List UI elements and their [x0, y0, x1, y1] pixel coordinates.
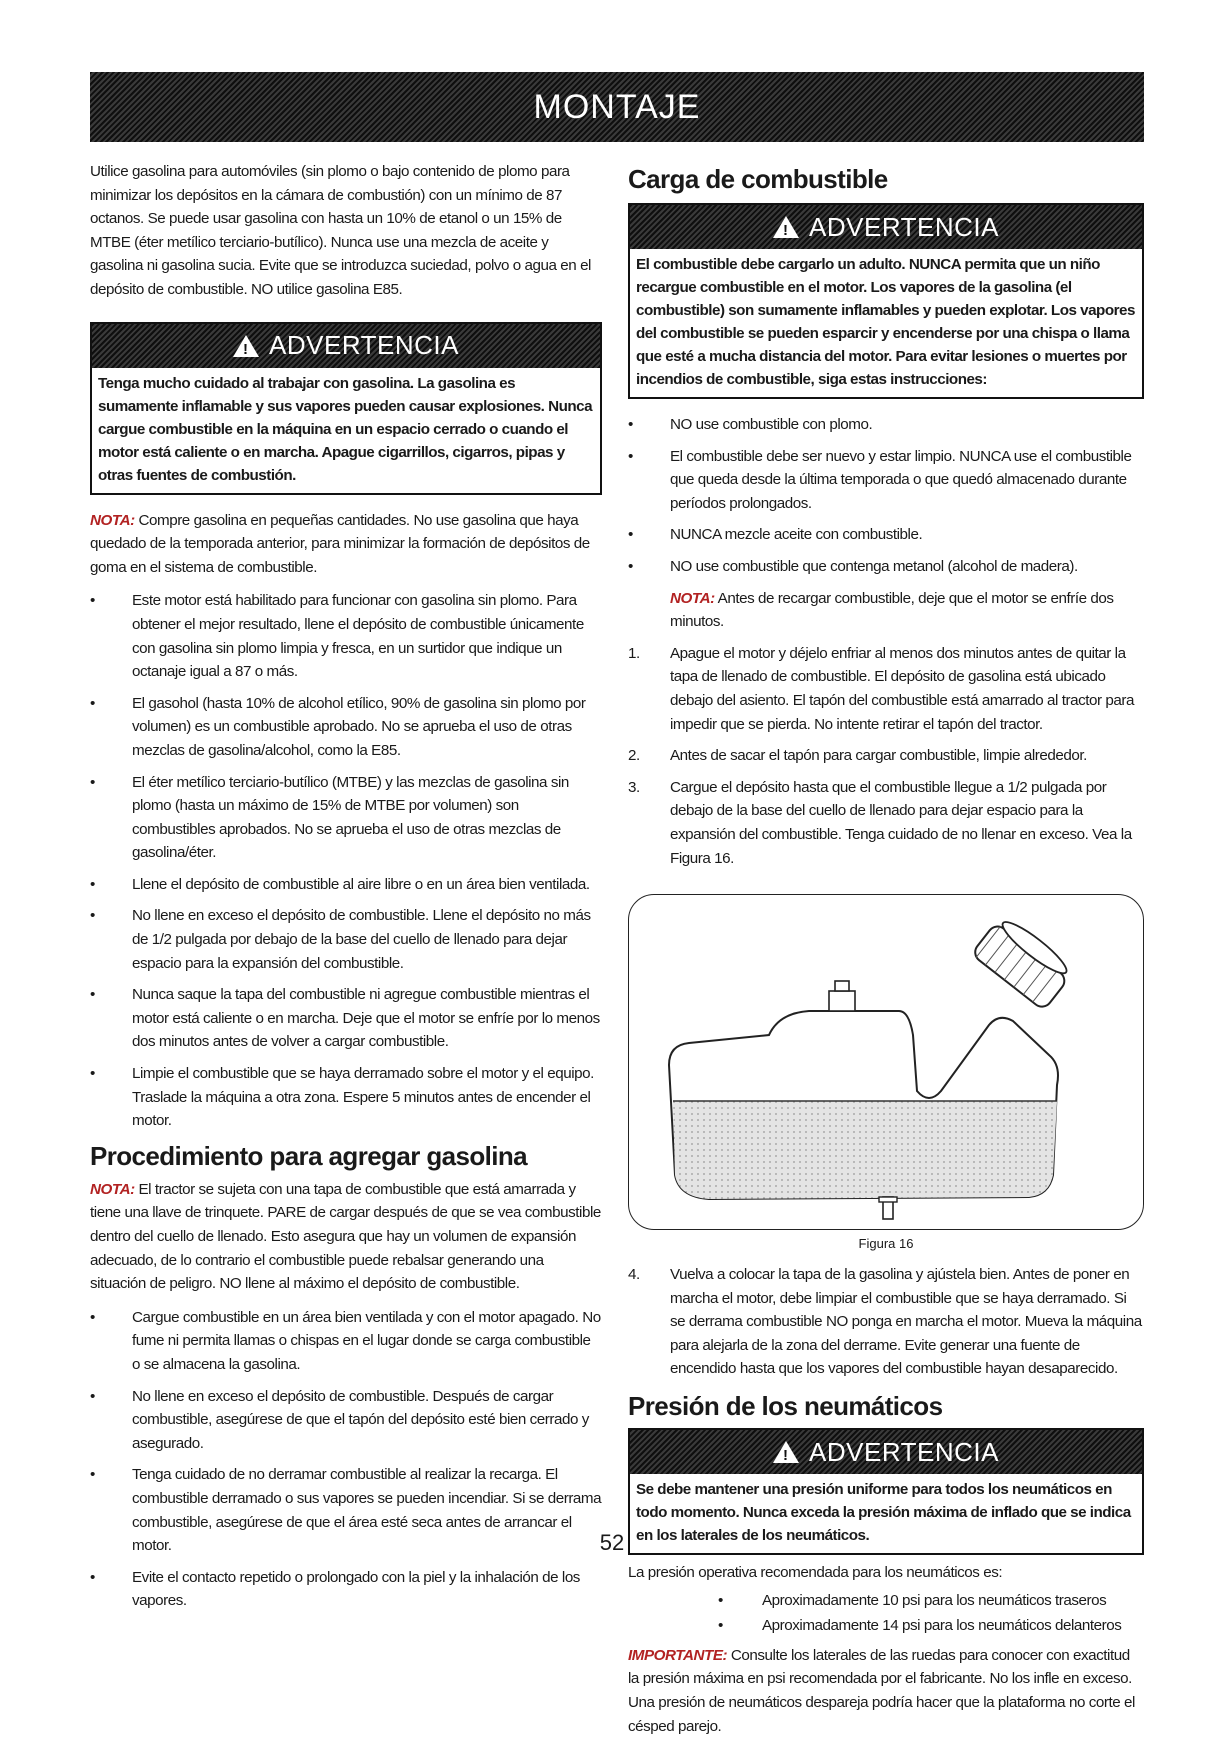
list-item: • Llene el depósito de combustible al aire libre o en un área bien ventilada.: [90, 873, 602, 897]
nota-text: Compre gasolina en pequeñas cantidades. No use gasolina que haya quedado de la temporada anterior, para minimizar la formación de depósitos de goma en el sistema de combustible.: [90, 511, 590, 576]
warning-header: [630, 1430, 1142, 1474]
list-item: • NO use combustible con plomo.: [628, 413, 1144, 437]
section-heading-procedure: Procedimiento para agregar gasolina: [90, 1140, 528, 1171]
warning-title: ADVERTENCIA: [809, 211, 999, 242]
list-item: 3. Cargue el depósito hasta que el combustible llegue a 1/2 pulgada por debajo de la base del cuello de llenado para dejar espacio para la expansión del combustible. Tenga cuidado de no llenar en exceso. Vea la Figura 16.: [628, 776, 1144, 870]
list-item: • El éter metílico terciario-butílico (MTBE) y las mezclas de gasolina sin plomo (hasta un máximo de 15% de MTBE por volumen) son combustibles aprobados. No se aprueba el uso de otras mezclas de gasolina/éter.: [90, 771, 602, 865]
warning-text: El combustible debe cargarlo un adulto. NUNCA permita que un niño recargue combustible en el motor. Los vapores de la gasolina (el combustible) son sumamente inflamables y pueden explotar. Los vapores del combustible se pueden esparcir y encenderse por una chispa o llama que esté a mucha distancia del motor. Para evitar lesiones o muertes por incendios de combustible, siga estas instrucciones:: [636, 256, 1135, 388]
banner-title: MONTAJE: [533, 87, 701, 126]
section-heading-fuel-loading: Carga de combustible: [628, 164, 888, 194]
list-item: • Nunca saque la tapa del combustible ni agregue combustible mientras el motor está caliente o en marcha. Deje que el motor se enfríe por lo menos dos minutos antes de volver a cargar combustible.: [90, 983, 602, 1054]
warning-triangle-icon: !: [773, 1441, 799, 1463]
nota-text: Antes de recargar combustible, deje que el motor se enfríe dos minutos.: [670, 589, 1114, 631]
warning-title: ADVERTENCIA: [269, 330, 459, 361]
list-item: • Cargue combustible en un área bien ventilada y con el motor apagado. No fume ni permita llamas o chispas en el lugar donde se carga combustible o se almacena la gasolina.: [90, 1306, 602, 1377]
fuel-rules-list: [628, 413, 1144, 579]
right-column: [628, 160, 1144, 1738]
warning-header: [630, 205, 1142, 249]
bullet-icon: •: [90, 907, 95, 925]
bullet-icon: •: [628, 447, 633, 465]
nota2-paragraph: [90, 1178, 602, 1296]
bullet-icon: •: [90, 1308, 95, 1326]
section-heading-tire-pressure: Presión de los neumáticos: [628, 1391, 943, 1422]
bullet-icon: •: [90, 773, 95, 791]
step-number: 2.: [628, 747, 640, 765]
steps-list: [628, 642, 1144, 870]
list-item: • Tenga cuidado de no derramar combustible al realizar la recarga. El combustible derramado o sus vapores se pueden incendiar. Si se derrama combustible, asegúrese de que el área esté seca antes de arrancar el motor.: [90, 1463, 602, 1557]
intro-paragraph: Utilice gasolina para automóviles (sin plomo o bajo contenido de plomo para minimizar los depósitos en la cámara de combustión) con un mínimo de 87 octanos. Se puede usar gasolina con hasta un 10% de etanol o un 15% de MTBE (éter metílico terciario-butílico). Nunca use una mezcla de aceite y gasolina ni gasolina sucia. Evite que se introduzca suciedad, polvo o agua en el depósito de combustible. NO utilice gasolina E85.: [90, 163, 591, 298]
steps-list-continued: [628, 1263, 1144, 1381]
warning-triangle-icon: !: [773, 216, 799, 238]
bullet-icon: •: [628, 557, 633, 575]
bullet-icon: •: [90, 592, 95, 610]
figure-16-fuel-tank: [628, 894, 1144, 1230]
figure-caption: Figura 16: [858, 1236, 914, 1252]
page-number: 52: [599, 1530, 625, 1555]
list-item: • No llene en exceso el depósito de combustible. Llene el depósito no más de 1/2 pulgada por debajo de la base del cuello de llenado para dejar espacio para la expansión del combustible.: [90, 904, 602, 975]
bullet-icon: •: [90, 1387, 95, 1405]
list-item: • Evite el contacto repetido o prolongado con la piel y la inhalación de los vapores.: [90, 1566, 602, 1613]
bullet-icon: •: [90, 1466, 95, 1484]
list-item: • El gasohol (hasta 10% de alcohol etílico, 90% de gasolina sin plomo por volumen) es un combustible aprobado. No se aprueba el uso de otras mezclas de gasolina/alcohol, como la E85.: [90, 692, 602, 763]
left-column: [90, 160, 602, 1621]
pressure-intro: La presión operativa recomendada para los neumáticos es:: [628, 1564, 1003, 1582]
fuel-tank-illustration: [629, 895, 1143, 1229]
list-item: • Limpie el combustible que se haya derramado sobre el motor y el equipo. Traslade la máquina a otra zona. Espere 5 minutos antes de encender el motor.: [90, 1062, 602, 1133]
warning-header: [92, 324, 600, 368]
pressure-list: [628, 1589, 1144, 1638]
important-text: Consulte los laterales de las ruedas para conocer con exactitud la presión máxima en psi recomendada por el fabricante. No los infle en exceso. Una presión de neumáticos despareja podría hacer que la plataforma no corte el césped parejo.: [628, 1646, 1135, 1735]
warning-title: ADVERTENCIA: [809, 1436, 999, 1467]
bullet-icon: •: [90, 986, 95, 1004]
procedure-bullet-list: [90, 1306, 602, 1613]
important-label: IMPORTANTE:: [628, 1646, 728, 1664]
nota-label: NOTA:: [90, 511, 135, 529]
bullet-icon: •: [718, 1591, 723, 1609]
list-item: • NUNCA mezcle aceite con combustible.: [628, 523, 1144, 547]
nota-label: NOTA:: [90, 1180, 135, 1198]
warning-triangle-icon: !: [233, 335, 259, 357]
list-item: 4. Vuelva a colocar la tapa de la gasolina y ajústela bien. Antes de poner en marcha el motor, debe limpiar el combustible que se haya derramado. Si se derrama combustible NO ponga en marcha el motor. Mueva la máquina para alejarla de la zona del derrame. Evite generar una fuente de encendido hasta que los vapores del combustible hayan desaparecido.: [628, 1263, 1144, 1381]
fuel-bullet-list: [90, 589, 602, 1132]
bullet-icon: •: [628, 416, 633, 433]
step-number: 1.: [628, 644, 640, 662]
warning-box-gasoline: [90, 322, 602, 495]
list-item: • No llene en exceso el depósito de combustible. Después de cargar combustible, asegúrese de que el tapón del depósito esté bien cerrado y asegurado.: [90, 1385, 602, 1456]
important-paragraph: [628, 1644, 1144, 1738]
step-number: 3.: [628, 778, 640, 796]
bullet-icon: •: [90, 875, 95, 893]
nota-text: El tractor se sujeta con una tapa de combustible que está amarrada y tiene una llave de trinquete. PARE de cargar después de que se vea combustible dentro del cuello de llenado. Esto asegura que hay un volumen de expansión adecuado, de lo contrario el combustible puede rebalsar generando una situación de peligro. NO llene al máximo el depósito de combustible.: [90, 1180, 601, 1293]
bullet-icon: •: [90, 1065, 95, 1083]
list-item: • Aproximadamente 10 psi para los neumáticos traseros: [628, 1589, 1144, 1613]
list-item: • El combustible debe ser nuevo y estar limpio. NUNCA use el combustible que queda desde la última temporada o que quedó almacenado durante períodos prolongados.: [628, 445, 1144, 516]
bullet-icon: •: [90, 694, 95, 712]
bullet-icon: •: [90, 1568, 95, 1586]
bullet-icon: •: [628, 526, 633, 544]
warning-box-fuel: [628, 203, 1144, 399]
list-item: • Este motor está habilitado para funcionar con gasolina sin plomo. Para obtener el mejor resultado, llene el depósito de combustible únicamente con gasolina sin plomo limpia y fresca, en un surtidor que indique un octanaje igual a 87 o más.: [90, 589, 602, 683]
nota-paragraph: [90, 509, 602, 580]
warning-text: Tenga mucho cuidado al trabajar con gasolina. La gasolina es sumamente inflamable y sus vapores pueden causar explosiones. Nunca cargue combustible en la máquina en un espacio cerrado o cuando el motor está caliente o en marcha. Apague cigarrillos, cigarros, pipas y otras fuentes de combustión.: [98, 374, 593, 484]
step-number: 4.: [628, 1266, 640, 1284]
list-item: 2. Antes de sacar el tapón para cargar combustible, limpie alrededor.: [628, 744, 1144, 768]
section-banner: [90, 72, 1144, 142]
nota-label: NOTA:: [670, 589, 715, 607]
warning-text: Se debe mantener una presión uniforme para todos los neumáticos en todo momento. Nunca exceda la presión máxima de inflado que se indica en los laterales de los neumáticos.: [636, 1481, 1131, 1545]
list-item: • Aproximadamente 14 psi para los neumáticos delanteros: [628, 1614, 1144, 1638]
bullet-icon: •: [718, 1617, 723, 1635]
list-item: 1. Apague el motor y déjelo enfriar al menos dos minutos antes de quitar la tapa de llenado de combustible. El depósito de gasolina está ubicado debajo del asiento. El tapón del combustible está amarrado al tractor para impedir que se pierda. No intente retirar el tapón del tractor.: [628, 642, 1144, 736]
nota-paragraph: [628, 587, 1144, 634]
list-item: • NO use combustible que contenga metanol (alcohol de madera).: [628, 555, 1144, 579]
